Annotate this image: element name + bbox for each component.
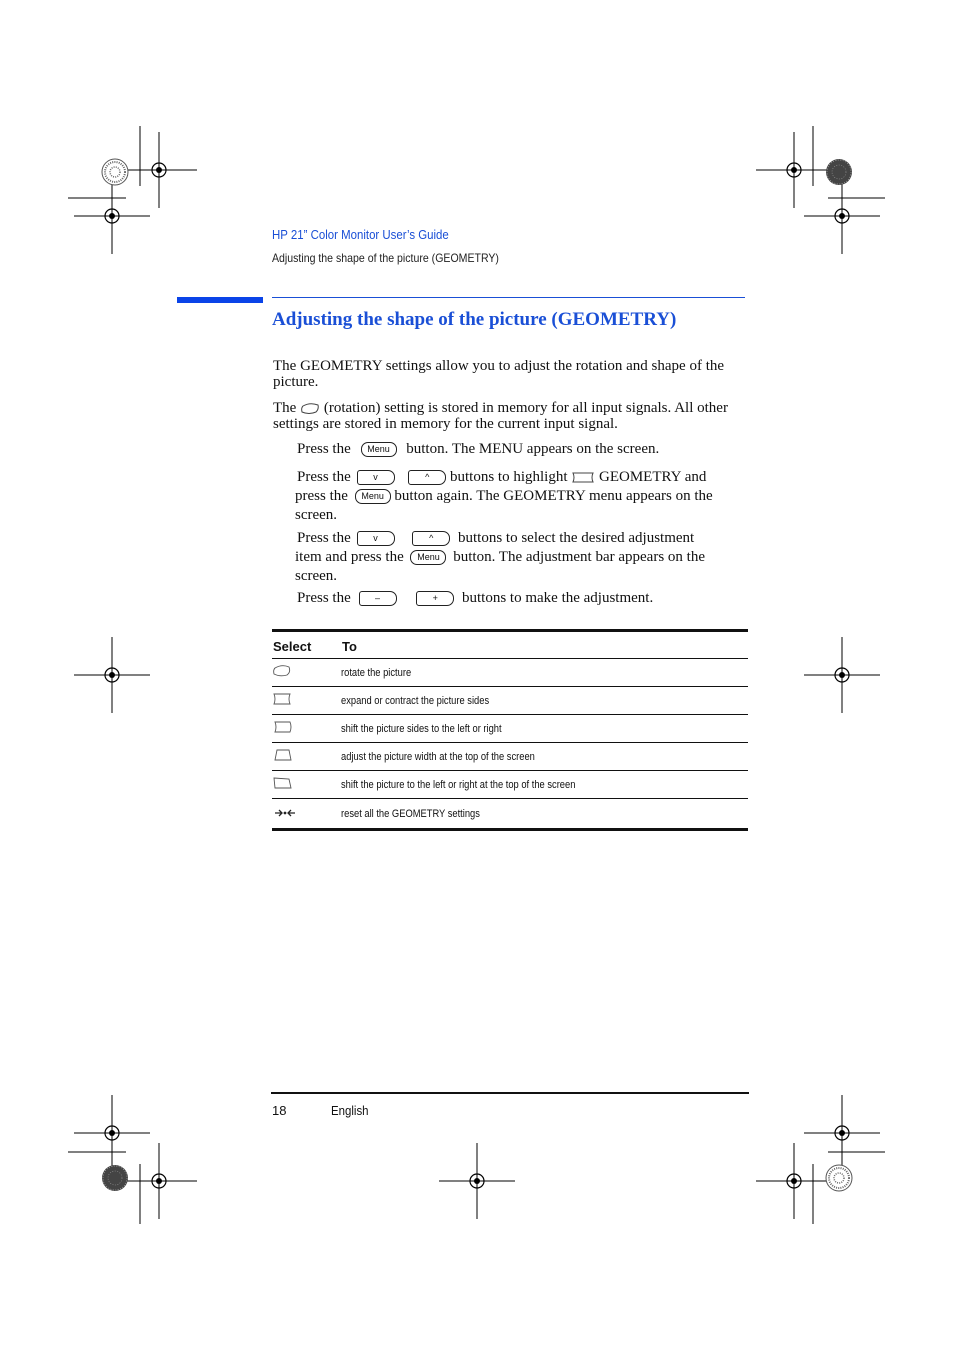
step-3-text-b: buttons to select the desired adjustment xyxy=(458,530,695,546)
step-4-text-b: buttons to make the adjustment. xyxy=(462,590,654,606)
table-row xyxy=(272,771,748,799)
rotation-icon xyxy=(300,403,320,414)
step-4 xyxy=(297,589,653,608)
rotation-note-rest: (rotation) setting is stored in memory for all input signals. All other settings are stored in memory for the current input signal. xyxy=(273,400,728,432)
table-header-row xyxy=(272,631,748,659)
step-3-text-d: button. The adjustment bar appears on the screen. xyxy=(295,549,705,584)
step-2-cont xyxy=(295,487,747,525)
step-1-text-b: button. The MENU appears on the screen. xyxy=(406,441,660,457)
step-2-text-d: press the xyxy=(295,488,348,504)
step-2 xyxy=(297,468,747,487)
geometry-icon xyxy=(571,472,595,483)
step-3-cont xyxy=(295,548,747,586)
up-button-icon: ^ xyxy=(412,531,450,546)
page-number: 18 xyxy=(272,1103,287,1118)
trapezoid-icon xyxy=(272,748,292,762)
geometry-options-table xyxy=(272,629,748,831)
running-header-subtitle: Adjusting the shape of the picture (GEOMETRY) xyxy=(272,251,499,265)
step-2-text-b: buttons to highlight xyxy=(450,469,568,485)
step-3 xyxy=(297,529,747,548)
section-marker-bar xyxy=(177,297,263,303)
row-description: shift the picture to the left or right at the top of the screen xyxy=(341,778,576,791)
rotation-note-start: The xyxy=(273,400,297,416)
header-to: To xyxy=(341,631,748,659)
menu-button-icon: Menu xyxy=(361,442,397,457)
header-select: Select xyxy=(272,631,341,659)
table-row xyxy=(272,799,748,830)
down-button-icon: v xyxy=(357,531,395,546)
step-4-text-a: Press the xyxy=(297,590,351,606)
minus-button-icon: – xyxy=(359,591,397,606)
down-button-icon: v xyxy=(357,470,395,485)
pin-balance-icon xyxy=(272,720,292,734)
intro-paragraph: The GEOMETRY settings allow you to adjust the rotation and shape of the picture. xyxy=(273,358,725,390)
plus-button-icon: + xyxy=(416,591,454,606)
table-row xyxy=(272,715,748,743)
footer-rule xyxy=(271,1092,749,1094)
rotation-icon xyxy=(272,665,292,677)
row-description: adjust the picture width at the top of the screen xyxy=(341,750,535,763)
step-1 xyxy=(297,440,659,459)
step-3-text-a: Press the xyxy=(297,530,351,546)
table-row xyxy=(272,687,748,715)
section-rule xyxy=(272,297,745,298)
menu-button-icon: Menu xyxy=(410,550,446,565)
step-2-text-e: button again. The GEOMETRY menu appears on the screen. xyxy=(295,488,713,523)
section-heading: Adjusting the shape of the picture (GEOMETRY) xyxy=(272,309,677,330)
table-row xyxy=(272,659,748,687)
up-button-icon: ^ xyxy=(408,470,446,485)
parallelogram-icon xyxy=(272,776,292,790)
row-description: reset all the GEOMETRY settings xyxy=(341,807,480,820)
reset-icon xyxy=(272,805,298,819)
row-description: expand or contract the picture sides xyxy=(341,694,490,707)
pincushion-icon xyxy=(272,692,292,706)
menu-button-icon: Menu xyxy=(355,489,391,504)
row-description: shift the picture sides to the left or right xyxy=(341,722,502,735)
step-2-text-a: Press the xyxy=(297,469,351,485)
table-row xyxy=(272,743,748,771)
step-3-text-c: item and press the xyxy=(295,549,404,565)
rotation-note xyxy=(273,400,747,432)
footer-language: English xyxy=(331,1103,369,1118)
step-2-text-c: GEOMETRY and xyxy=(599,469,707,485)
row-description: rotate the picture xyxy=(341,666,412,679)
running-header-title: HP 21” Color Monitor User’s Guide xyxy=(272,227,449,242)
step-1-text-a: Press the xyxy=(297,441,351,457)
